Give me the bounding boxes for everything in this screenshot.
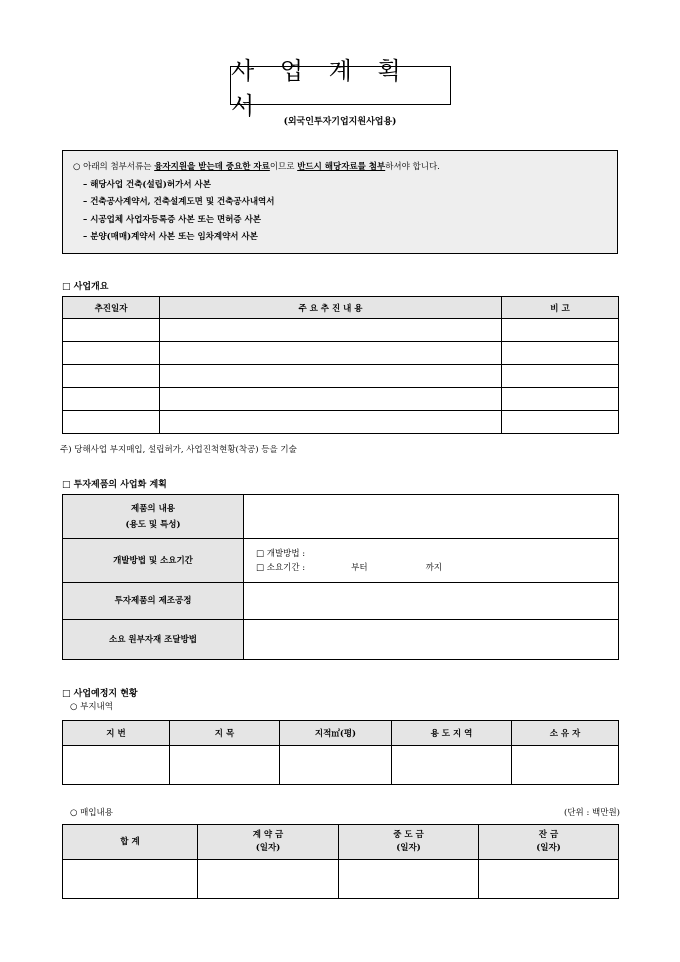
- input-cell[interactable]: [160, 319, 502, 342]
- notice-item: – 분양(매매)계약서 사본 또는 임차계약서 사본: [83, 232, 258, 242]
- input-cell[interactable]: [502, 388, 619, 411]
- purchase-details-subheading: ○ 매입내용: [70, 808, 113, 818]
- input-cell[interactable]: [160, 388, 502, 411]
- purchase-details-table: [62, 824, 619, 899]
- input-cell[interactable]: [160, 342, 502, 365]
- attachment-notice-box: [62, 150, 618, 254]
- input-cell[interactable]: [502, 342, 619, 365]
- input-cell[interactable]: [63, 860, 198, 899]
- document-subtitle: (외국인투자기업지원사업용): [283, 117, 397, 127]
- dev-method-cell[interactable]: [244, 539, 619, 583]
- notice-lead: ○ 아래의 첨부서류는 융자지원을 받는데 중요한 자료이므로 반드시 해당자료를 첨부하셔야 합니다.: [73, 162, 440, 172]
- dev-period-line: □ 소요기간 : 부터 까지: [256, 562, 443, 573]
- header-date: 추진일자: [63, 297, 160, 319]
- input-cell[interactable]: [502, 411, 619, 434]
- header-deposit: 계 약 금 (일자): [198, 825, 339, 860]
- input-cell[interactable]: [63, 342, 160, 365]
- input-cell[interactable]: [63, 411, 160, 434]
- dev-method-line: □ 개발방법 :: [256, 548, 306, 559]
- header-area: 지적㎡(평): [280, 721, 392, 746]
- label-dev-method-period: 개발방법 및 소요기간: [63, 539, 244, 583]
- input-cell[interactable]: [512, 746, 619, 785]
- notice-item: – 시공업체 사업자등록증 사본 또는 면허증 사본: [83, 214, 262, 225]
- input-cell[interactable]: [160, 411, 502, 434]
- header-zoning: 용 도 지 역: [392, 721, 512, 746]
- header-lot-number: 지 번: [63, 721, 170, 746]
- table-row: [63, 342, 619, 365]
- business-overview-table: [62, 296, 619, 434]
- input-cell[interactable]: [63, 365, 160, 388]
- table-row: [63, 319, 619, 342]
- input-cell[interactable]: [244, 583, 619, 620]
- table-row: [63, 365, 619, 388]
- input-cell[interactable]: [479, 860, 619, 899]
- input-cell[interactable]: [160, 365, 502, 388]
- section-heading-business-overview: □ 사업개요: [62, 282, 109, 292]
- commercialization-table: [62, 494, 619, 660]
- site-details-table: [62, 720, 619, 785]
- section-heading-site-status: □ 사업예정지 현황: [62, 689, 138, 699]
- document-title: 사 업 계 획 서: [230, 66, 451, 105]
- header-interim-payment: 중 도 금 (일자): [339, 825, 479, 860]
- input-cell[interactable]: [170, 746, 280, 785]
- input-cell[interactable]: [63, 388, 160, 411]
- input-cell[interactable]: [63, 319, 160, 342]
- input-cell[interactable]: [198, 860, 339, 899]
- header-land-category: 지 목: [170, 721, 280, 746]
- table-row: [63, 388, 619, 411]
- unit-label: (단위 : 백만원): [564, 808, 620, 818]
- table-row: [63, 860, 619, 899]
- label-manufacturing-process: 투자제품의 제조공정: [63, 583, 244, 620]
- input-cell[interactable]: [244, 620, 619, 660]
- notice-item: – 건축공사계약서, 건축설계도면 및 건축공사내역서: [83, 197, 275, 207]
- label-product-content: 제품의 내용 (용도 및 특성): [63, 495, 244, 539]
- input-cell[interactable]: [392, 746, 512, 785]
- header-owner: 소 유 자: [512, 721, 619, 746]
- header-remarks: 비 고: [502, 297, 619, 319]
- section-heading-commercialization: □ 투자제품의 사업화 계획: [62, 480, 167, 490]
- table-row: [63, 411, 619, 434]
- input-cell[interactable]: [339, 860, 479, 899]
- label-materials-procurement: 소요 원부자재 조달방법: [63, 620, 244, 660]
- header-balance: 잔 금 (일자): [479, 825, 619, 860]
- table-row: [63, 746, 619, 785]
- input-cell[interactable]: [280, 746, 392, 785]
- header-main-content: 주 요 추 진 내 용: [160, 297, 502, 319]
- input-cell[interactable]: [63, 746, 170, 785]
- input-cell[interactable]: [502, 319, 619, 342]
- notice-item: – 해당사업 건축(설립)허가서 사본: [83, 179, 211, 190]
- input-cell[interactable]: [244, 495, 619, 539]
- header-total: 합 계: [63, 825, 198, 860]
- input-cell[interactable]: [502, 365, 619, 388]
- overview-footnote: 주) 당해사업 부지매입, 설립허가, 사업진척현황(착공) 등을 기술: [60, 445, 297, 455]
- site-details-subheading: ○ 부지내역: [70, 702, 113, 712]
